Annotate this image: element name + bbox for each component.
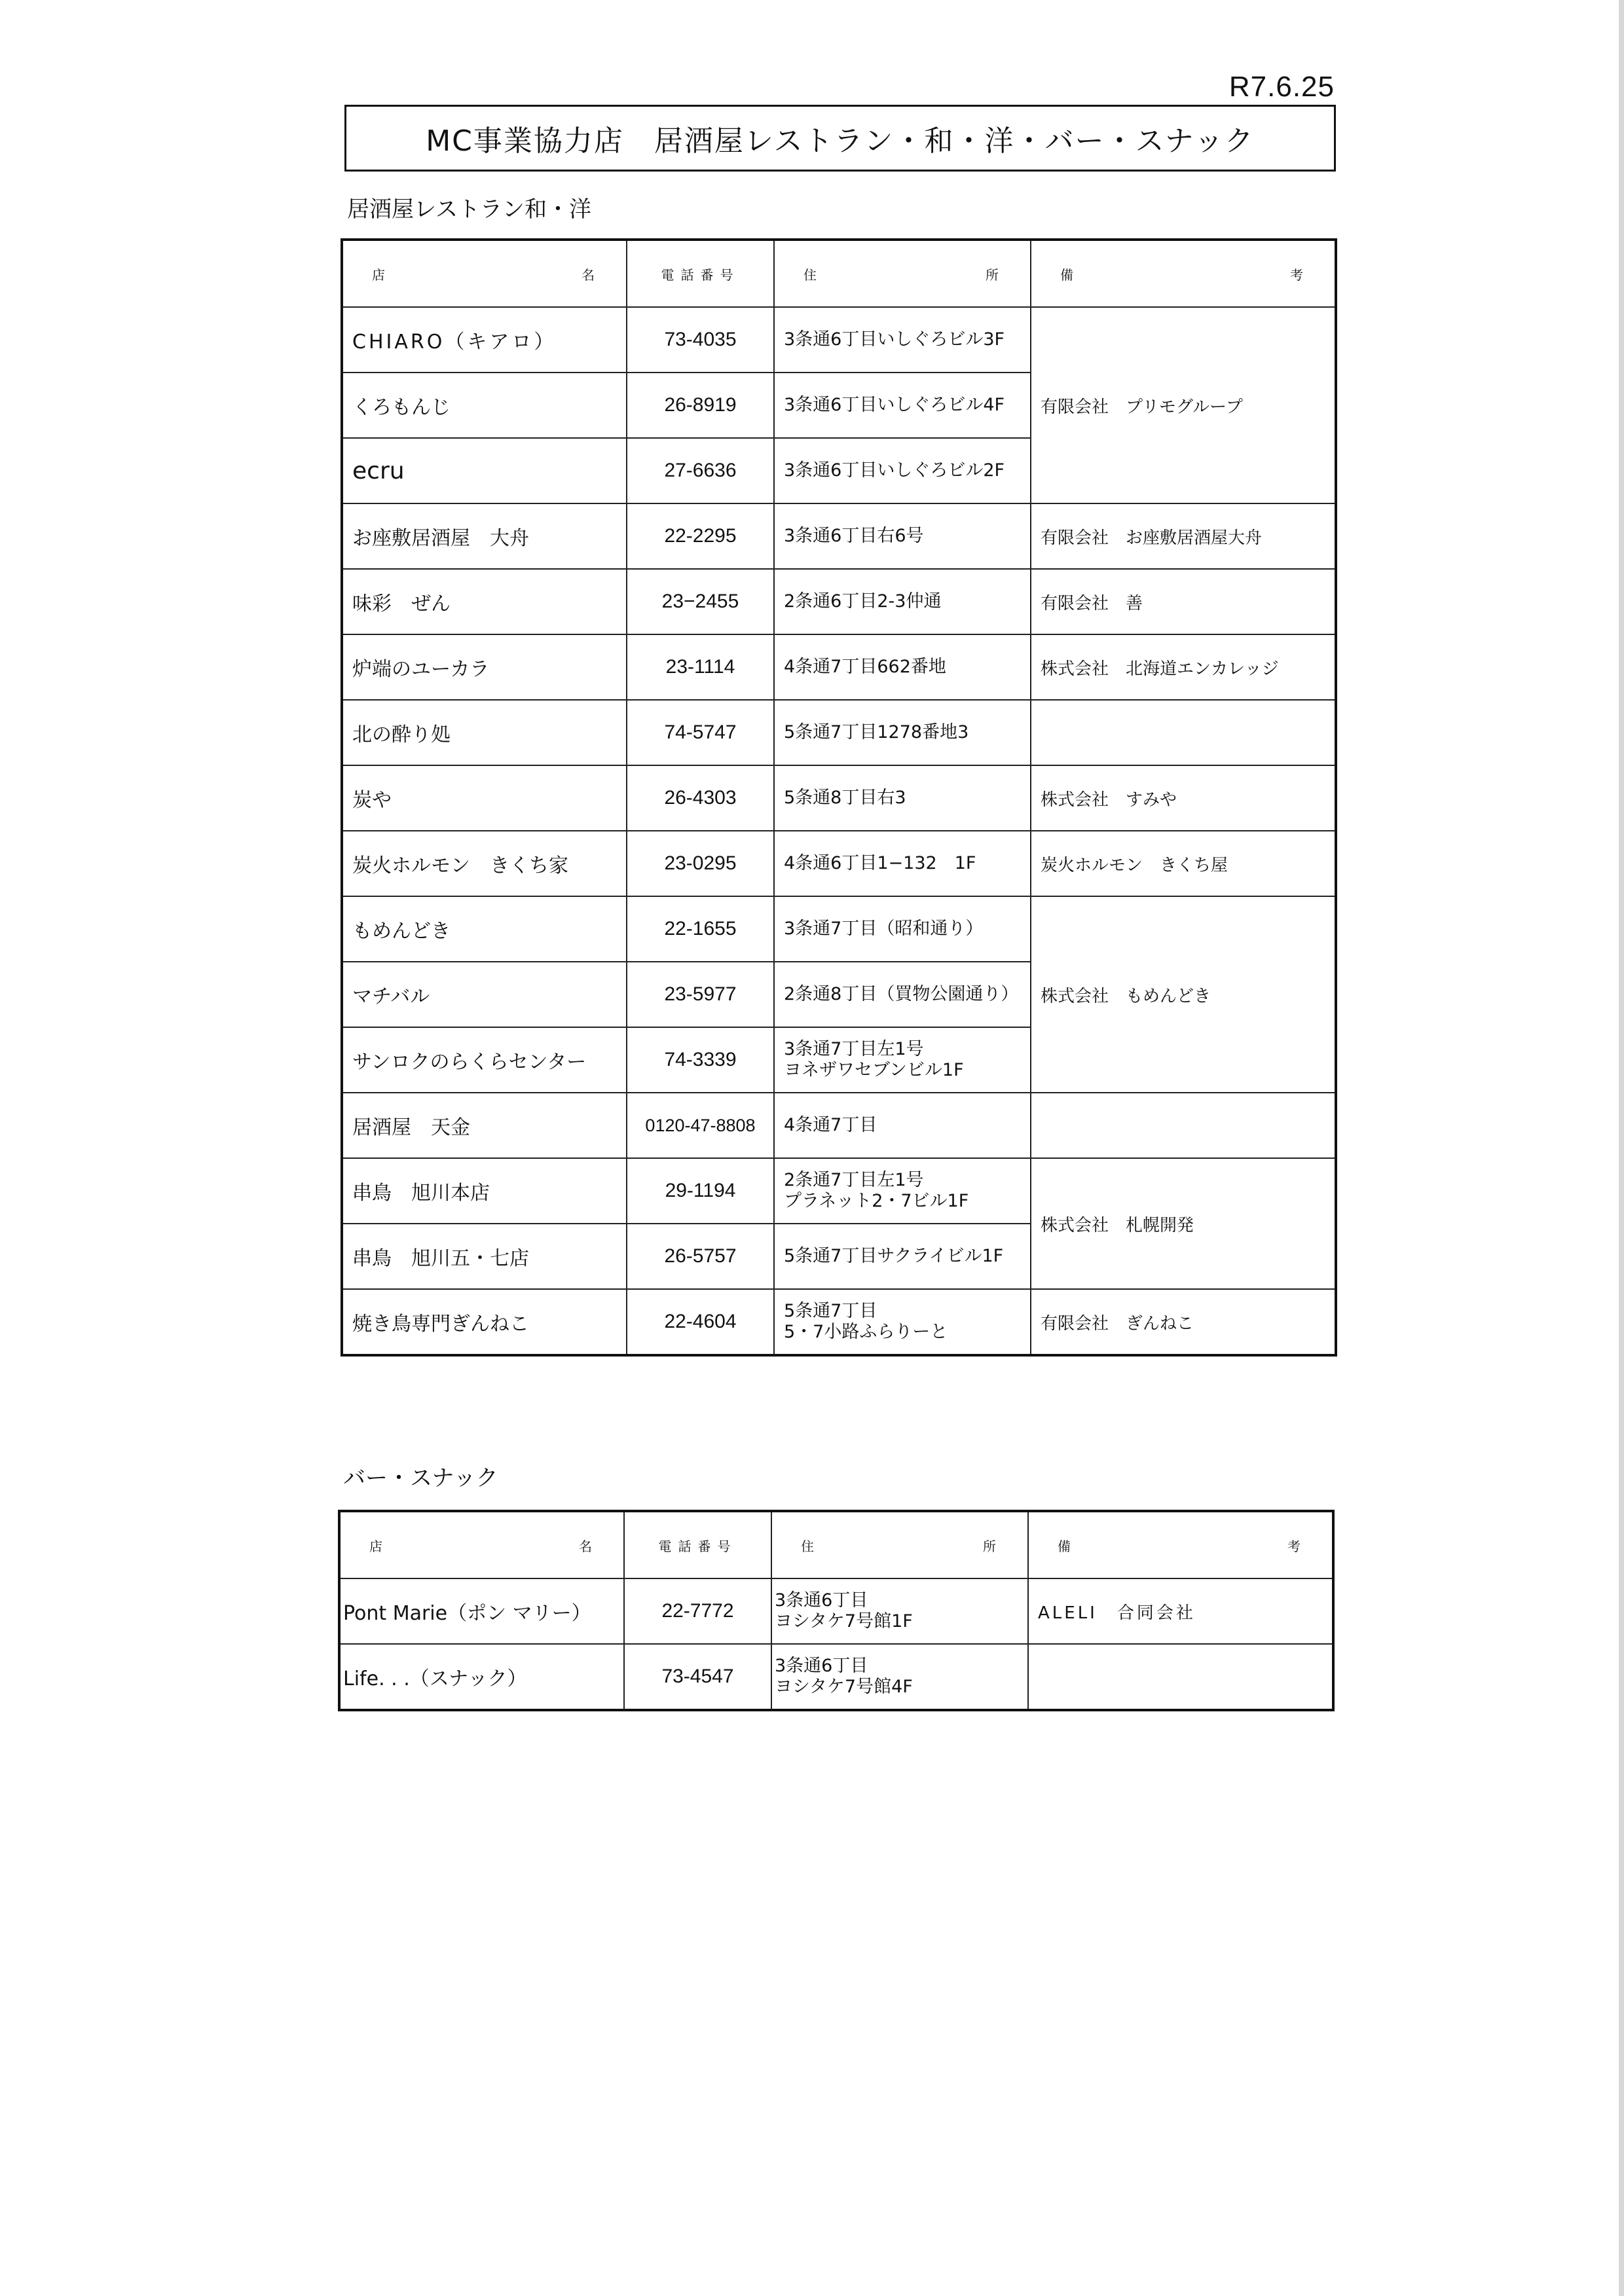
shop-address [771, 1644, 1028, 1710]
shop-address [774, 1289, 1031, 1355]
shop-phone: 0120-47-8808 [627, 1093, 774, 1158]
shop-note: 有限会社 ぎんねこ [1031, 1289, 1336, 1355]
table-row [342, 569, 1336, 634]
shop-phone: 23−2455 [627, 569, 774, 634]
table-header-row [342, 240, 1336, 307]
address-line: ヨネザワセブンビル1F [784, 1060, 964, 1080]
shop-name: 炭や [342, 765, 627, 831]
shop-name: お座敷居酒屋 大舟 [342, 503, 627, 569]
shop-phone: 26-4303 [627, 765, 774, 831]
shop-phone: 74-3339 [627, 1027, 774, 1093]
shop-phone: 26-5757 [627, 1224, 774, 1289]
shop-phone: 26-8919 [627, 373, 774, 438]
address-line: 3条通6丁目 [775, 1656, 868, 1676]
shop-address: 2条通8丁目（買物公園通り） [774, 962, 1031, 1027]
shop-note-empty [1031, 700, 1336, 765]
shop-address: 5条通7丁目サクライビル1F [774, 1224, 1031, 1289]
table-row [342, 1289, 1336, 1355]
shop-note: 株式会社 札幌開発 [1031, 1158, 1336, 1289]
header-address: 住 所 [774, 240, 1031, 307]
shop-name: Pont Marie（ポン マリー） [339, 1578, 624, 1644]
shop-note: 炭火ホルモン きくち屋 [1031, 831, 1336, 896]
header-notes: 備 考 [1028, 1511, 1333, 1578]
shop-phone: 22-2295 [627, 503, 774, 569]
shop-name: 串鳥 旭川五・七店 [342, 1224, 627, 1289]
shop-address: 4条通7丁目662番地 [774, 634, 1031, 700]
address-line: 5条通7丁目 [784, 1301, 877, 1321]
shop-name: マチバル [342, 962, 627, 1027]
table-row [342, 1158, 1336, 1224]
address-line: 5・7小路ふらりーと [784, 1322, 948, 1342]
table-row [342, 634, 1336, 700]
shop-note: 有限会社 善 [1031, 569, 1336, 634]
shop-name: サンロクのらくらセンター [342, 1027, 627, 1093]
shop-phone: 22-1655 [627, 896, 774, 962]
address-line: ヨシタケ7号館1F [775, 1611, 913, 1631]
shop-address: 3条通6丁目右6号 [774, 503, 1031, 569]
table-row [342, 896, 1336, 962]
table-row [342, 1093, 1336, 1158]
table-header-row [339, 1511, 1333, 1578]
header-address: 住 所 [771, 1511, 1028, 1578]
table-row [339, 1578, 1333, 1644]
shop-note: 有限会社 プリモグループ [1031, 307, 1336, 503]
address-line: プラネット2・7ビル1F [784, 1191, 969, 1211]
shop-address: 5条通8丁目右3 [774, 765, 1031, 831]
shop-note: 有限会社 お座敷居酒屋大舟 [1031, 503, 1336, 569]
table-row [342, 700, 1336, 765]
shop-address: 3条通6丁目いしぐろビル2F [774, 438, 1031, 503]
address-line: 3条通7丁目左1号 [784, 1039, 924, 1059]
page-title: MC事業協力店 居酒屋レストラン・和・洋・バー・スナック [426, 124, 1255, 158]
shop-phone: 73-4547 [624, 1644, 771, 1710]
section-heading-bar: バー・スナック [343, 1465, 498, 1491]
shop-phone: 74-5747 [627, 700, 774, 765]
shop-name: Life. . .（スナック） [339, 1644, 624, 1710]
shop-note: 株式会社 北海道エンカレッジ [1031, 634, 1336, 700]
shop-note: 株式会社 もめんどき [1031, 896, 1336, 1093]
header-name: 店 名 [342, 240, 627, 307]
shop-name: 居酒屋 天金 [342, 1093, 627, 1158]
shop-note-empty [1031, 1093, 1336, 1158]
shop-name: 串鳥 旭川本店 [342, 1158, 627, 1224]
shop-address: 5条通7丁目1278番地3 [774, 700, 1031, 765]
shop-name: もめんどき [342, 896, 627, 962]
shop-phone: 22-4604 [627, 1289, 774, 1355]
table-row [342, 831, 1336, 896]
shop-address: 4条通6丁目1−132 1F [774, 831, 1031, 896]
shop-phone: 22-7772 [624, 1578, 771, 1644]
header-phone: 電話番号 [624, 1511, 771, 1578]
section-heading-izakaya: 居酒屋レストラン和・洋 [347, 196, 591, 223]
shop-address [774, 1027, 1031, 1093]
header-phone: 電話番号 [627, 240, 774, 307]
bar-table [338, 1510, 1335, 1711]
document-date: R7.6.25 [1228, 71, 1335, 103]
shop-phone: 27-6636 [627, 438, 774, 503]
shop-name: CHIARO（キアロ） [342, 307, 627, 373]
table-row [339, 1644, 1333, 1710]
shop-phone: 23-5977 [627, 962, 774, 1027]
shop-name: ecru [342, 438, 627, 503]
shop-name: 炉端のユーカラ [342, 634, 627, 700]
table-row [342, 765, 1336, 831]
shop-address: 3条通6丁目いしぐろビル4F [774, 373, 1031, 438]
shop-name: 味彩 ぜん [342, 569, 627, 634]
shop-name: くろもんじ [342, 373, 627, 438]
shop-phone: 73-4035 [627, 307, 774, 373]
shop-phone: 23-0295 [627, 831, 774, 896]
shop-name: 焼き鳥専門ぎんねこ [342, 1289, 627, 1355]
table-row [342, 503, 1336, 569]
shop-address: 3条通6丁目いしぐろビル3F [774, 307, 1031, 373]
shop-address [771, 1578, 1028, 1644]
shop-name: 北の酔り処 [342, 700, 627, 765]
table-row [342, 307, 1336, 373]
header-notes: 備 考 [1031, 240, 1336, 307]
shop-phone: 23-1114 [627, 634, 774, 700]
title-box [344, 105, 1336, 172]
address-line: 2条通7丁目左1号 [784, 1170, 924, 1190]
shop-note: ALELI 合同会社 [1028, 1578, 1333, 1644]
shop-note: 株式会社 すみや [1031, 765, 1336, 831]
shop-note [1028, 1644, 1333, 1710]
address-line: 3条通6丁目 [775, 1590, 868, 1611]
shop-address: 4条通7丁目 [774, 1093, 1031, 1158]
address-line: ヨシタケ7号館4F [775, 1677, 913, 1697]
shop-address: 3条通7丁目（昭和通り） [774, 896, 1031, 962]
header-name: 店 名 [339, 1511, 624, 1578]
shop-phone: 29-1194 [627, 1158, 774, 1224]
izakaya-table [341, 238, 1337, 1357]
page-edge [1619, 0, 1624, 2296]
shop-address [774, 1158, 1031, 1224]
shop-address: 2条通6丁目2-3仲通 [774, 569, 1031, 634]
shop-name: 炭火ホルモン きくち家 [342, 831, 627, 896]
